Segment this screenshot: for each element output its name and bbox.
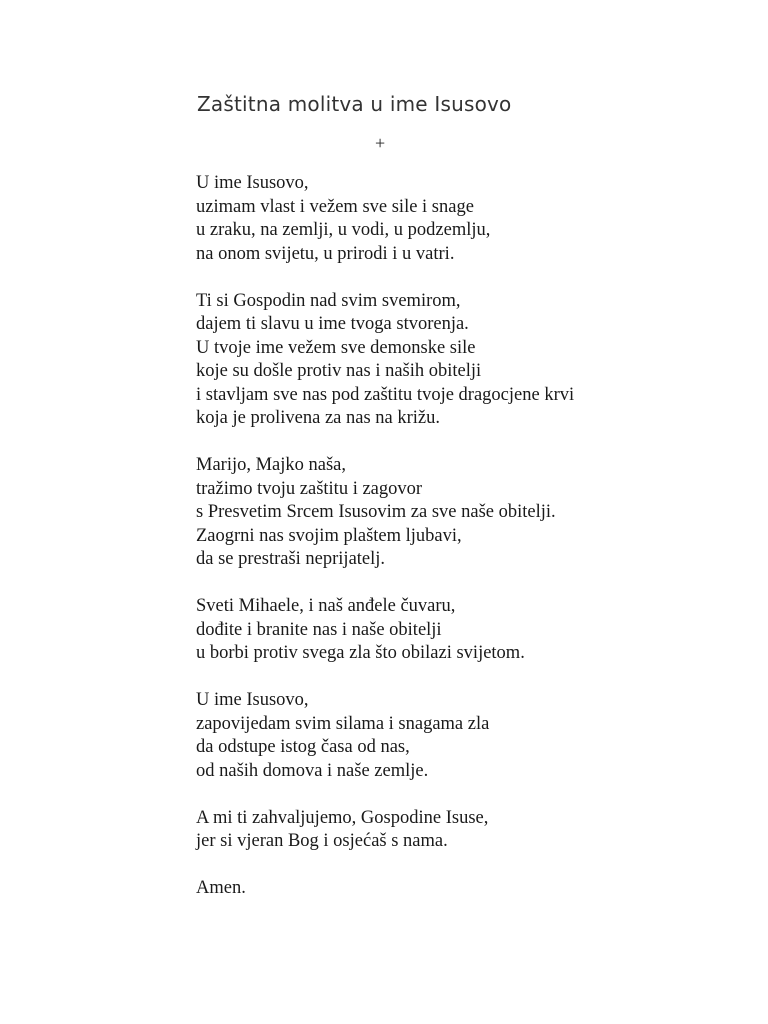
prayer-line: na onom svijetu, u prirodi i u vatri. — [196, 243, 455, 264]
prayer-line: uzimam vlast i vežem sve sile i snage — [196, 196, 474, 217]
stanza-3 — [196, 454, 574, 572]
prayer-line: da odstupe istog časa od nas, — [196, 737, 410, 757]
stanza-1 — [196, 172, 574, 266]
prayer-line: od naših domova i naše zemlje. — [196, 760, 429, 781]
prayer-line: A mi ti zahvaljujemo, Gospodine Isuse, — [196, 807, 489, 828]
prayer-line: U ime Isusovo, — [196, 173, 309, 193]
prayer-line: Amen. — [196, 878, 246, 898]
stanza-2 — [196, 290, 574, 431]
stanza-5 — [196, 689, 574, 783]
stanza-4 — [196, 595, 574, 666]
prayer-line: u borbi protiv svega zla što obilazi svijetom. — [196, 643, 525, 663]
prayer-line: u zraku, na zemlji, u vodi, u podzemlju, — [196, 220, 491, 240]
cross-symbol: + — [375, 133, 386, 153]
prayer-line: da se prestraši neprijatelj. — [196, 549, 386, 569]
prayer-title: Zaštitna molitva u ime Isusovo — [197, 92, 512, 116]
prayer-line: Zaogrni nas svojim plaštem ljubavi, — [196, 525, 462, 546]
prayer-line: s Presvetim Srcem Isusovim za sve naše obitelji. — [196, 502, 556, 522]
prayer-line: koja je prolivena za nas na križu. — [196, 408, 440, 428]
prayer-line: dajem ti slavu u ime tvoga stvorenja. — [196, 314, 469, 334]
prayer-line: dođite i branite nas i naše obitelji — [196, 619, 442, 640]
prayer-line: U tvoje ime vežem sve demonske sile — [196, 337, 476, 358]
prayer-line: Marijo, Majko naša, — [196, 455, 347, 475]
prayer-line: U ime Isusovo, — [196, 690, 309, 710]
prayer-line: koje su došle protiv nas i naših obitelji — [196, 361, 482, 381]
prayer-line: i stavljam sve nas pod zaštitu tvoje dragocjene krvi — [196, 384, 575, 405]
prayer-line: jer si vjeran Bog i osjećaš s nama. — [196, 831, 448, 851]
stanza-6 — [196, 807, 574, 854]
prayer-line: zapovijedam svim silama i snagama zla — [196, 713, 490, 734]
prayer-body — [196, 172, 574, 924]
prayer-line: Ti si Gospodin nad svim svemirom, — [196, 290, 461, 311]
prayer-line: tražimo tvoju zaštitu i zagovor — [196, 478, 423, 499]
prayer-line: Sveti Mihaele, i naš anđele čuvaru, — [196, 596, 456, 616]
stanza-7 — [196, 877, 574, 901]
